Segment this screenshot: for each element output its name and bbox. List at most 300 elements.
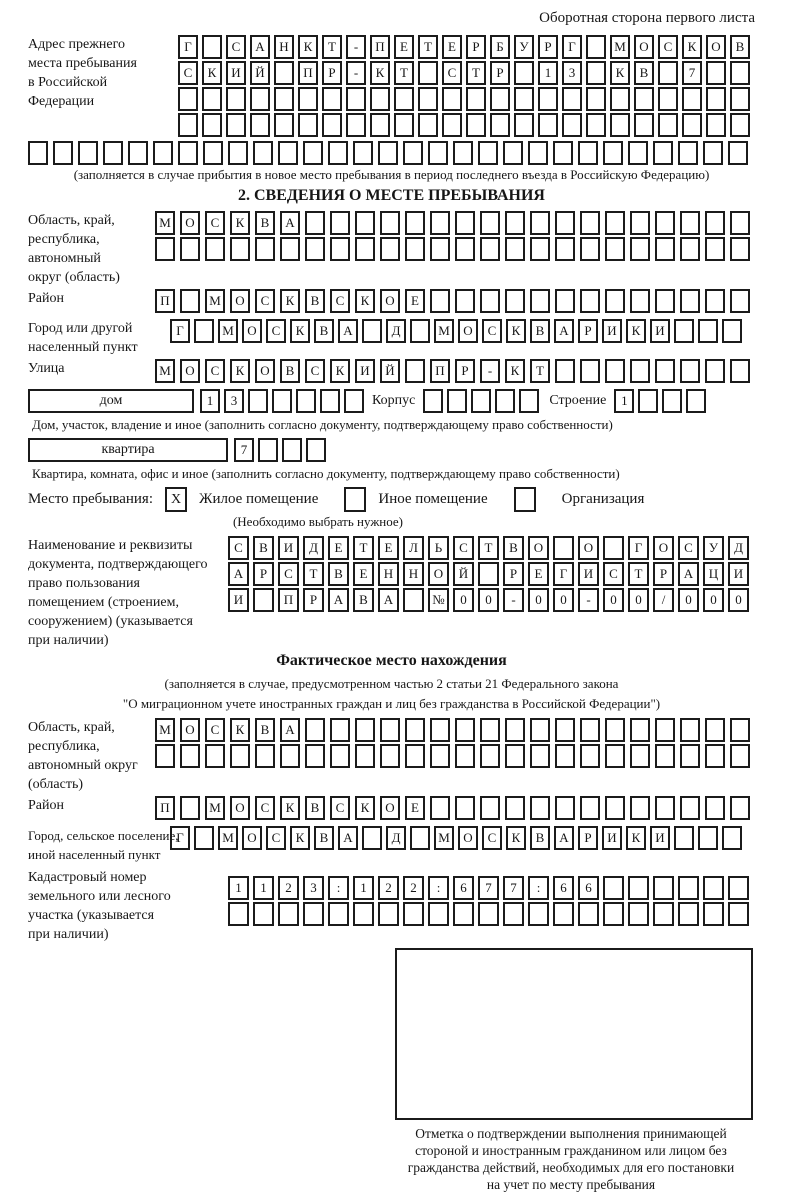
grid-cell bbox=[505, 289, 525, 313]
grid-cell: Р bbox=[303, 588, 324, 612]
grid-cell bbox=[655, 744, 675, 768]
option-organizacia-label: Организация bbox=[561, 491, 645, 507]
grid-cell: М bbox=[155, 718, 175, 742]
grid-cell: 1 bbox=[200, 389, 220, 413]
house-block bbox=[28, 389, 755, 415]
grid-cell bbox=[320, 389, 340, 413]
grid-cell bbox=[730, 359, 750, 383]
grid-cell: О bbox=[242, 826, 262, 850]
grid-cell: П bbox=[155, 289, 175, 313]
grid-cell bbox=[706, 87, 726, 111]
grid-cell: С bbox=[330, 796, 350, 820]
grid-cell bbox=[495, 389, 515, 413]
grid-cell: - bbox=[503, 588, 524, 612]
grid-cell bbox=[403, 902, 424, 926]
grid-cell: Д bbox=[386, 319, 406, 343]
grid-cell bbox=[653, 902, 674, 926]
actual-region-block bbox=[28, 718, 755, 794]
grid-cell: И bbox=[728, 562, 749, 586]
grid-cell: О bbox=[230, 289, 250, 313]
grid-cell bbox=[405, 359, 425, 383]
grid-cell: Ь bbox=[428, 536, 449, 560]
grid-cell bbox=[680, 289, 700, 313]
grid-cell: К bbox=[355, 289, 375, 313]
korpus-label: Корпус bbox=[372, 393, 416, 408]
grid-cell: К bbox=[506, 319, 526, 343]
grid-cell: Т bbox=[466, 61, 486, 85]
grid-cell: 1 bbox=[228, 876, 249, 900]
grid-cell bbox=[605, 718, 625, 742]
stroenie-cells bbox=[614, 389, 710, 413]
grid-cell bbox=[228, 141, 248, 165]
grid-cell bbox=[480, 744, 500, 768]
grid-cell: О bbox=[428, 562, 449, 586]
grid-cell: О bbox=[458, 319, 478, 343]
grid-cell bbox=[230, 237, 250, 261]
grid-cell bbox=[603, 141, 623, 165]
grid-cell: В bbox=[328, 562, 349, 586]
grid-cell bbox=[442, 87, 462, 111]
grid-cell: К bbox=[230, 211, 250, 235]
grid-cell bbox=[180, 744, 200, 768]
grid-cell bbox=[562, 113, 582, 137]
grid-cell bbox=[505, 211, 525, 235]
grid-cell bbox=[555, 289, 575, 313]
grid-cell bbox=[730, 289, 750, 313]
grid-cell: А bbox=[554, 319, 574, 343]
district-label: Район bbox=[28, 291, 64, 306]
grid-cell bbox=[248, 389, 268, 413]
grid-cell: 6 bbox=[453, 876, 474, 900]
city-label: Город или другой населенный пункт bbox=[28, 321, 138, 355]
document-label: Наименование и реквизиты документа, подтверждающего право пользования помещением (строением, сооружением) (указывается при наличии) bbox=[28, 538, 208, 648]
grid-cell: - bbox=[346, 61, 366, 85]
grid-cell bbox=[322, 113, 342, 137]
grid-cell: Р bbox=[455, 359, 475, 383]
grid-cell: С bbox=[228, 536, 249, 560]
grid-cell bbox=[580, 237, 600, 261]
grid-cell bbox=[274, 87, 294, 111]
grid-cell: Е bbox=[394, 35, 414, 59]
grid-cell: 7 bbox=[478, 876, 499, 900]
document-row bbox=[228, 562, 753, 586]
grid-cell: Ц bbox=[703, 562, 724, 586]
prev-address-row bbox=[178, 35, 754, 59]
grid-cell bbox=[706, 61, 726, 85]
grid-cell: Т bbox=[628, 562, 649, 586]
grid-cell: Г bbox=[562, 35, 582, 59]
grid-cell bbox=[478, 902, 499, 926]
grid-cell bbox=[255, 744, 275, 768]
grid-cell bbox=[278, 141, 298, 165]
grid-cell bbox=[455, 744, 475, 768]
grid-cell bbox=[296, 389, 316, 413]
grid-cell: 3 bbox=[562, 61, 582, 85]
checkbox-zhiloe: X bbox=[165, 487, 187, 512]
grid-cell bbox=[298, 113, 318, 137]
grid-cell bbox=[353, 141, 373, 165]
grid-cell: 6 bbox=[578, 876, 599, 900]
grid-cell: У bbox=[514, 35, 534, 59]
grid-cell bbox=[634, 113, 654, 137]
grid-cell bbox=[362, 826, 382, 850]
grid-cell bbox=[330, 744, 350, 768]
grid-cell bbox=[653, 141, 673, 165]
grid-cell bbox=[586, 35, 606, 59]
grid-cell bbox=[255, 237, 275, 261]
section2-title: 2. СВЕДЕНИЯ О МЕСТЕ ПРЕБЫВАНИЯ bbox=[238, 187, 545, 204]
grid-cell: С bbox=[482, 319, 502, 343]
grid-cell bbox=[480, 718, 500, 742]
grid-cell bbox=[505, 718, 525, 742]
prev-address-row bbox=[178, 87, 754, 111]
grid-cell bbox=[28, 141, 48, 165]
grid-cell bbox=[128, 141, 148, 165]
grid-cell bbox=[680, 211, 700, 235]
grid-cell bbox=[705, 718, 725, 742]
grid-cell bbox=[370, 87, 390, 111]
city-row bbox=[170, 319, 746, 343]
grid-cell: Т bbox=[303, 562, 324, 586]
grid-cell bbox=[380, 718, 400, 742]
grid-cell: / bbox=[653, 588, 674, 612]
grid-cell bbox=[447, 389, 467, 413]
actual-region-row bbox=[155, 744, 755, 768]
grid-cell bbox=[528, 141, 548, 165]
grid-cell bbox=[728, 876, 749, 900]
grid-cell bbox=[258, 438, 278, 462]
region-label: Область, край, республика, автономный округ (область) bbox=[28, 213, 120, 285]
city-block bbox=[28, 319, 755, 357]
grid-cell bbox=[403, 141, 423, 165]
grid-cell bbox=[430, 796, 450, 820]
grid-cell bbox=[455, 718, 475, 742]
grid-cell: В bbox=[634, 61, 654, 85]
grid-cell: М bbox=[155, 211, 175, 235]
grid-cell bbox=[430, 289, 450, 313]
grid-cell: И bbox=[228, 588, 249, 612]
grid-cell: К bbox=[330, 359, 350, 383]
grid-cell bbox=[730, 237, 750, 261]
grid-cell bbox=[418, 87, 438, 111]
grid-cell: С bbox=[178, 61, 198, 85]
grid-cell: 7 bbox=[234, 438, 254, 462]
grid-cell: - bbox=[346, 35, 366, 59]
actual-region-label: Область, край, республика, автономный округ (область) bbox=[28, 720, 138, 792]
grid-cell: 0 bbox=[453, 588, 474, 612]
cadastre-row bbox=[228, 902, 753, 926]
grid-cell: Д bbox=[303, 536, 324, 560]
grid-cell bbox=[205, 744, 225, 768]
grid-cell bbox=[580, 211, 600, 235]
grid-cell: О bbox=[528, 536, 549, 560]
actual-city-label: Город, сельское поселение, иной населенный пункт bbox=[28, 828, 179, 862]
grid-cell bbox=[706, 113, 726, 137]
grid-cell bbox=[553, 536, 574, 560]
grid-cell: Е bbox=[353, 562, 374, 586]
grid-cell: К bbox=[505, 359, 525, 383]
grid-cell: Л bbox=[403, 536, 424, 560]
grid-cell bbox=[355, 744, 375, 768]
grid-cell: № bbox=[428, 588, 449, 612]
grid-cell bbox=[682, 113, 702, 137]
grid-cell: О bbox=[380, 796, 400, 820]
grid-cell: М bbox=[155, 359, 175, 383]
grid-cell bbox=[528, 902, 549, 926]
grid-cell bbox=[580, 718, 600, 742]
grid-cell bbox=[728, 141, 748, 165]
actual-city-block bbox=[28, 826, 755, 864]
grid-cell bbox=[674, 319, 694, 343]
grid-cell bbox=[253, 588, 274, 612]
grid-cell bbox=[202, 35, 222, 59]
grid-cell bbox=[380, 744, 400, 768]
grid-cell bbox=[355, 237, 375, 261]
grid-cell: Е bbox=[442, 35, 462, 59]
grid-cell: А bbox=[678, 562, 699, 586]
grid-cell bbox=[630, 359, 650, 383]
grid-cell bbox=[202, 113, 222, 137]
grid-cell: В bbox=[503, 536, 524, 560]
grid-cell: 2 bbox=[278, 876, 299, 900]
grid-cell bbox=[180, 796, 200, 820]
grid-cell: И bbox=[602, 826, 622, 850]
grid-cell bbox=[678, 876, 699, 900]
grid-cell: М bbox=[218, 319, 238, 343]
grid-cell bbox=[466, 87, 486, 111]
street-block bbox=[28, 359, 755, 385]
grid-cell: К bbox=[626, 319, 646, 343]
grid-cell bbox=[442, 113, 462, 137]
grid-cell bbox=[305, 718, 325, 742]
grid-cell bbox=[705, 289, 725, 313]
grid-cell bbox=[703, 876, 724, 900]
grid-cell: Е bbox=[405, 289, 425, 313]
confirmation-mark-caption: Отметка о подтверждении выполнения принимающей стороной и иностранным гражданином или лицом без гражданства действий, необходимых для его постановки на учет по месту пребывания bbox=[407, 1126, 735, 1192]
grid-cell: 0 bbox=[553, 588, 574, 612]
grid-cell bbox=[53, 141, 73, 165]
grid-cell: В bbox=[280, 359, 300, 383]
grid-cell: : bbox=[528, 876, 549, 900]
grid-cell bbox=[180, 289, 200, 313]
stay-type-note: (Необходимо выбрать нужное) bbox=[232, 514, 404, 529]
grid-cell: - bbox=[480, 359, 500, 383]
grid-cell bbox=[394, 113, 414, 137]
grid-cell bbox=[705, 359, 725, 383]
grid-cell bbox=[430, 744, 450, 768]
prev-address-label: Адрес прежнего места пребывания в Российской Федерации bbox=[28, 37, 137, 109]
grid-cell bbox=[280, 237, 300, 261]
actual-location-note-1: (заполняется в случае, предусмотренном частью 2 статьи 21 Федерального закона bbox=[164, 676, 619, 691]
grid-cell: Д bbox=[386, 826, 406, 850]
grid-cell bbox=[330, 211, 350, 235]
grid-cell bbox=[155, 744, 175, 768]
grid-cell: М bbox=[434, 826, 454, 850]
grid-cell: Е bbox=[528, 562, 549, 586]
grid-cell bbox=[722, 826, 742, 850]
grid-cell: 0 bbox=[703, 588, 724, 612]
grid-cell: Р bbox=[653, 562, 674, 586]
grid-cell: 3 bbox=[303, 876, 324, 900]
grid-cell bbox=[603, 536, 624, 560]
grid-cell bbox=[346, 87, 366, 111]
grid-cell bbox=[653, 876, 674, 900]
grid-cell bbox=[530, 289, 550, 313]
grid-cell bbox=[253, 902, 274, 926]
grid-cell bbox=[555, 796, 575, 820]
grid-cell bbox=[418, 61, 438, 85]
grid-cell: К bbox=[290, 319, 310, 343]
grid-cell: Р bbox=[253, 562, 274, 586]
grid-cell bbox=[674, 826, 694, 850]
grid-cell: - bbox=[578, 588, 599, 612]
grid-cell: А bbox=[328, 588, 349, 612]
grid-cell: О bbox=[180, 211, 200, 235]
option-inoe-label: Иное помещение bbox=[378, 491, 488, 507]
grid-cell: С bbox=[205, 211, 225, 235]
grid-cell bbox=[553, 141, 573, 165]
prev-address-row bbox=[178, 61, 754, 85]
grid-cell: Н bbox=[378, 562, 399, 586]
grid-cell bbox=[514, 61, 534, 85]
grid-cell bbox=[630, 718, 650, 742]
actual-location-note-2: "О миграционном учете иностранных граждан и лиц без гражданства в Российской Федерации") bbox=[122, 696, 661, 711]
option-zhiloe-label: Жилое помещение bbox=[199, 491, 319, 507]
grid-cell bbox=[586, 61, 606, 85]
grid-cell bbox=[555, 718, 575, 742]
grid-cell: В bbox=[530, 319, 550, 343]
grid-cell: С bbox=[266, 319, 286, 343]
grid-cell bbox=[178, 113, 198, 137]
grid-cell bbox=[253, 141, 273, 165]
grid-cell bbox=[655, 359, 675, 383]
grid-cell bbox=[680, 359, 700, 383]
grid-cell: С bbox=[205, 718, 225, 742]
grid-cell bbox=[530, 744, 550, 768]
grid-cell: С bbox=[266, 826, 286, 850]
grid-cell bbox=[453, 902, 474, 926]
grid-cell bbox=[705, 211, 725, 235]
grid-cell bbox=[155, 237, 175, 261]
grid-cell bbox=[405, 237, 425, 261]
grid-cell bbox=[730, 87, 750, 111]
grid-cell bbox=[610, 113, 630, 137]
grid-cell bbox=[370, 113, 390, 137]
actual-location-title: Фактическое место нахождения bbox=[276, 652, 507, 669]
grid-cell bbox=[455, 289, 475, 313]
actual-district-block bbox=[28, 796, 755, 822]
grid-cell: Д bbox=[728, 536, 749, 560]
grid-cell bbox=[505, 237, 525, 261]
stay-type-block bbox=[28, 487, 755, 512]
grid-cell bbox=[605, 796, 625, 820]
grid-cell: А bbox=[554, 826, 574, 850]
grid-cell bbox=[628, 876, 649, 900]
grid-cell bbox=[603, 902, 624, 926]
actual-city-row bbox=[170, 826, 746, 850]
grid-cell bbox=[353, 902, 374, 926]
checkbox-organizacia bbox=[514, 487, 536, 512]
grid-cell bbox=[230, 744, 250, 768]
grid-cell bbox=[405, 744, 425, 768]
grid-cell bbox=[453, 141, 473, 165]
grid-cell: К bbox=[355, 796, 375, 820]
grid-cell: В bbox=[255, 211, 275, 235]
grid-cell bbox=[423, 389, 443, 413]
confirmation-mark-box bbox=[395, 948, 753, 1120]
grid-cell bbox=[655, 211, 675, 235]
grid-cell bbox=[228, 902, 249, 926]
grid-cell bbox=[471, 389, 491, 413]
grid-cell: О bbox=[634, 35, 654, 59]
grid-cell: Й bbox=[250, 61, 270, 85]
grid-cell: 0 bbox=[603, 588, 624, 612]
grid-cell: В bbox=[314, 319, 334, 343]
grid-cell bbox=[410, 319, 430, 343]
stay-type-label: Место пребывания: bbox=[28, 491, 153, 507]
house-number-cells bbox=[200, 389, 368, 413]
checkbox-inoe bbox=[344, 487, 366, 512]
grid-cell bbox=[680, 744, 700, 768]
grid-cell bbox=[490, 87, 510, 111]
grid-cell bbox=[410, 826, 430, 850]
grid-cell bbox=[202, 87, 222, 111]
grid-cell: 0 bbox=[528, 588, 549, 612]
grid-cell: В bbox=[314, 826, 334, 850]
grid-cell: В bbox=[305, 289, 325, 313]
grid-cell: Н bbox=[403, 562, 424, 586]
grid-cell bbox=[658, 61, 678, 85]
prev-address-note: (заполняется в случае прибытия в новое место пребывания в период последнего въезда в Российскую Федерацию) bbox=[73, 167, 710, 182]
grid-cell: Т bbox=[530, 359, 550, 383]
document-row bbox=[228, 588, 753, 612]
grid-cell: А bbox=[378, 588, 399, 612]
region-block bbox=[28, 211, 755, 287]
grid-cell: С bbox=[255, 289, 275, 313]
grid-cell bbox=[730, 796, 750, 820]
grid-cell: 1 bbox=[614, 389, 634, 413]
grid-cell: И bbox=[278, 536, 299, 560]
grid-cell bbox=[330, 718, 350, 742]
grid-cell: Г bbox=[553, 562, 574, 586]
grid-cell: 1 bbox=[538, 61, 558, 85]
grid-cell bbox=[519, 389, 539, 413]
grid-cell: П bbox=[278, 588, 299, 612]
grid-cell bbox=[703, 141, 723, 165]
grid-cell bbox=[362, 319, 382, 343]
grid-cell: Т bbox=[353, 536, 374, 560]
grid-cell: К bbox=[230, 359, 250, 383]
grid-cell: К bbox=[370, 61, 390, 85]
grid-cell bbox=[278, 902, 299, 926]
grid-cell bbox=[562, 87, 582, 111]
apartment-box: квартира bbox=[28, 438, 228, 462]
grid-cell: С bbox=[226, 35, 246, 59]
grid-cell bbox=[514, 113, 534, 137]
grid-cell: О bbox=[180, 359, 200, 383]
grid-cell bbox=[514, 87, 534, 111]
grid-cell: В bbox=[353, 588, 374, 612]
grid-cell bbox=[698, 826, 718, 850]
grid-cell bbox=[455, 237, 475, 261]
grid-cell bbox=[274, 113, 294, 137]
grid-cell: 7 bbox=[503, 876, 524, 900]
grid-cell bbox=[378, 141, 398, 165]
grid-cell bbox=[455, 211, 475, 235]
grid-cell: С bbox=[453, 536, 474, 560]
grid-cell: : bbox=[328, 876, 349, 900]
page-header-note: Оборотная сторона первого листа bbox=[539, 10, 755, 26]
